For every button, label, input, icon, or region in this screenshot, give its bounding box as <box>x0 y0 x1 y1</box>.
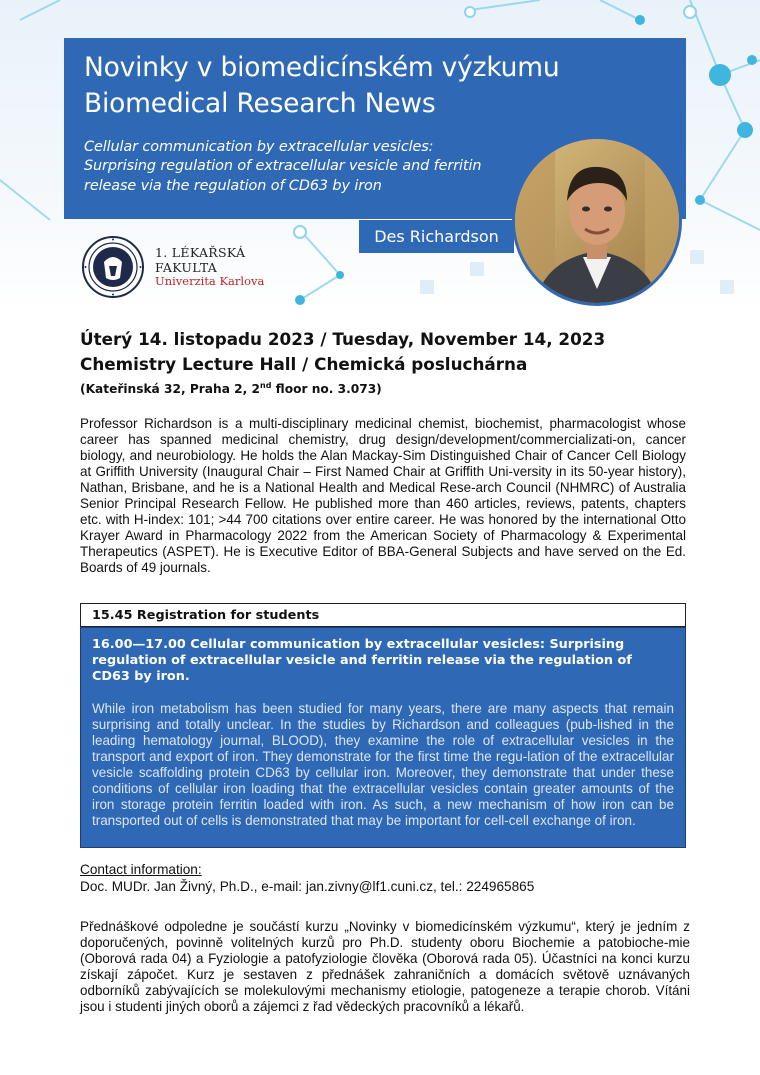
course-note: Přednáškové odpoledne je součástí kurzu „Novinky v biomedicínském výzkumu“, který je jedním z doporučených, povinně volitelných kurzů pro Ph.D. studenty oboru Biochemie a patobioche-mie (Oborová rada 04) a Fyziologie a patofyziologie člověka (Oborová rada 05). Účastníci na konci kurzu získají zápočet. Kurz je sestaven z přednášek zahraničních a domácích světově uznávaných odborníků zabývajících se molekulovými mechanismy etiologie, patogeneze a terapie chorob. Vítáni jsou i studenti jiných oborů a zájemci z řad vědeckých pracovníků a lékařů. <box>80 919 690 1014</box>
logo-text-line-2: FAKULTA <box>155 260 218 275</box>
portrait-illustration <box>515 139 679 303</box>
subtitle-line-3: release via the regulation of CD63 by iron <box>84 178 382 194</box>
speaker-portrait <box>512 136 682 306</box>
logo-text-line-1: 1. LÉKAŘSKÁ <box>155 245 246 260</box>
subtitle-line-1: Cellular communication by extracellular vesicles: <box>84 139 434 155</box>
talk-abstract: While iron metabolism has been studied for many years, there are many aspects that remain surprising and totally unclear. In the studies by Richardson and colleagues (pub-lished in the leading hematology journal, BLOOD), they examine the role of extracellular vesicles in the transport and export of iron. They demonstrate for the first time the regu-lation of the extracellular vesicle scaffolding protein CD63 by cellular iron. Moreover, they demonstrate that under these conditions of cellular iron loading that the extracellular vesicles contain greater amounts of the iron storage protein ferritin loaded with iron. As such, a new mechanism of how iron can be transported out of cells is demonstrated that may be important for cell-cell exchange of iron. <box>92 701 674 828</box>
registration-row: 15.45 Registration for students <box>80 603 686 627</box>
address-superscript: nd <box>260 381 272 390</box>
contact-label: Contact information: <box>80 862 202 877</box>
contact-details: Doc. MUDr. Jan Živný, Ph.D., e-mail: jan.zivny@lf1.cuni.cz, tel.: 224965865 <box>80 879 535 894</box>
subtitle-line-2: Surprising regulation of extracellular vesicle and ferritin <box>84 158 482 174</box>
talk-title: 16.00—17.00 Cellular communication by extracellular vesicles: Surprising regulation of extracellular vesicle and ferritin release via the regulation of CD63 by iron. <box>92 637 632 684</box>
title-czech: Novinky v biomedicínském výzkumu <box>84 52 560 83</box>
address-part-2: floor no. 3.073) <box>271 382 382 397</box>
talk-box <box>80 627 686 848</box>
speaker-name-tab: Des Richardson <box>359 220 514 253</box>
speaker-bio: Professor Richardson is a multi-disciplinary medicinal chemist, biochemist, pharmacologist whose career has spanned medicinal chemistry, drug design/development/commercializati-on, cancer biology, and neurobiology. He holds the Alan Mackay-Sim Distinguished Chair of Cancer Cell Biology at Griffith University (Inaugural Chair – First Named Chair at Griffith Uni-versity in its 50-year history), Nathan, Brisbane, and he is a National Health and Medical Rese-arch Council (NHMRC) of Australia Senior Principal Research Fellow. He published more than 460 articles, reviews, patents, chapters etc. with H-index: 101; >44 700 citations over entire career. He was honored by the international Otto Krayer Award in Pharmacology 2022 from the American Society of Pharmacology & Experimental Therapeutics (ASPET). He is Executive Editor of BBA-General Subjects and have served on the Ed. Boards of 49 journals. <box>80 416 686 575</box>
title-english: Biomedical Research News <box>84 88 436 119</box>
address-part-1: (Kateřinská 32, Praha 2, 2 <box>80 382 260 397</box>
event-date: Úterý 14. listopadu 2023 / Tuesday, November 14, 2023 <box>80 329 606 349</box>
logo-text-line-3: Univerzita Karlova <box>155 274 265 288</box>
event-address <box>80 381 382 396</box>
faculty-seal-logo <box>82 236 144 298</box>
event-venue: Chemistry Lecture Hall / Chemická posluchárna <box>80 354 528 374</box>
